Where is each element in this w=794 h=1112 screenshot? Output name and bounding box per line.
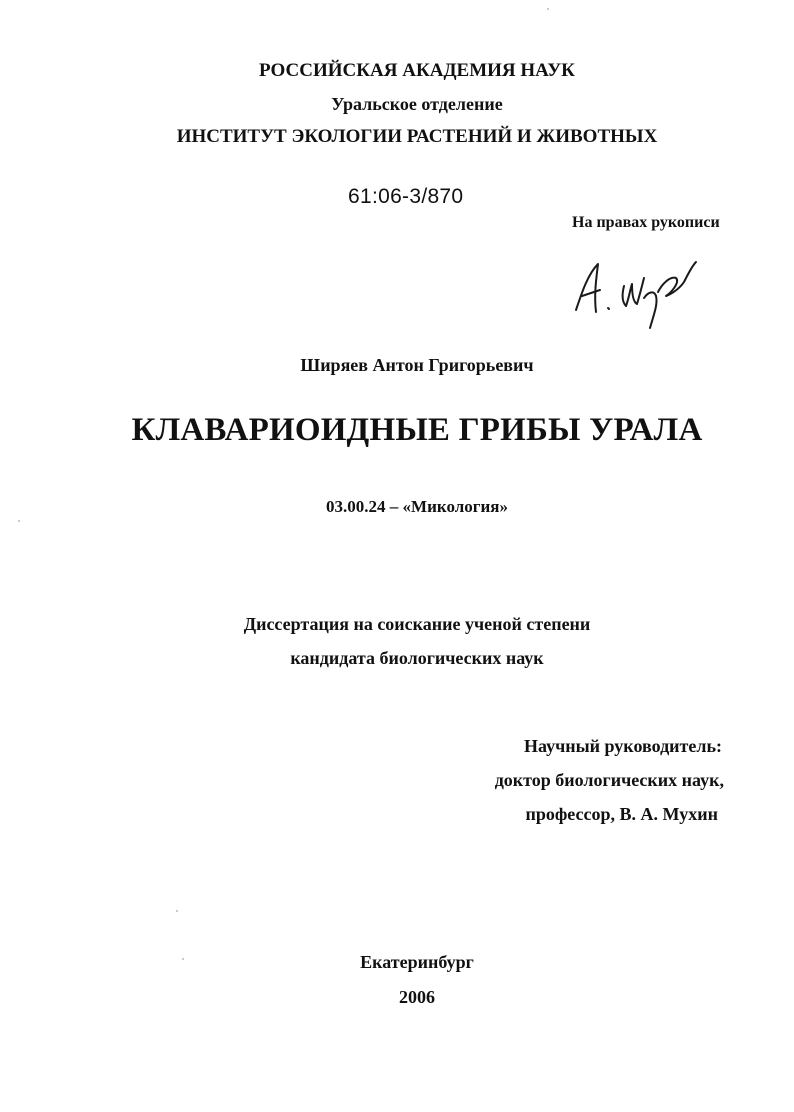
handwritten-signature	[572, 248, 712, 338]
organization-academy: РОССИЙСКАЯ АКАДЕМИЯ НАУК	[259, 60, 575, 81]
publication-year: 2006	[399, 987, 435, 1007]
specialty-code: 03.00.24 – «Микология»	[326, 497, 508, 516]
manuscript-rights-note: На правах рукописи	[572, 214, 720, 231]
degree-statement-line-1: Диссертация на соискание ученой степени	[243, 614, 591, 634]
supervisor-degree: доктор биологических наук,	[494, 770, 724, 790]
scan-speck	[18, 520, 20, 522]
scan-speck	[176, 910, 178, 912]
supervisor-name: профессор, В. А. Мухин	[525, 804, 718, 824]
organization-institute: ИНСТИТУТ ЭКОЛОГИИ РАСТЕНИЙ И ЖИВОТНЫХ	[176, 126, 658, 147]
author-name: Ширяев Антон Григорьевич	[300, 355, 534, 375]
catalog-number: 61:06-3/870	[348, 185, 464, 208]
degree-statement-line-2: кандидата биологических наук	[290, 648, 544, 668]
supervisor-heading: Научный руководитель:	[524, 736, 722, 756]
scan-speck	[182, 958, 184, 960]
organization-branch: Уральское отделение	[331, 94, 503, 114]
publication-city: Екатеринбург	[360, 952, 474, 972]
scan-speck	[547, 8, 549, 10]
thesis-title: КЛАВАРИОИДНЫЕ ГРИБЫ УРАЛА	[131, 412, 703, 448]
